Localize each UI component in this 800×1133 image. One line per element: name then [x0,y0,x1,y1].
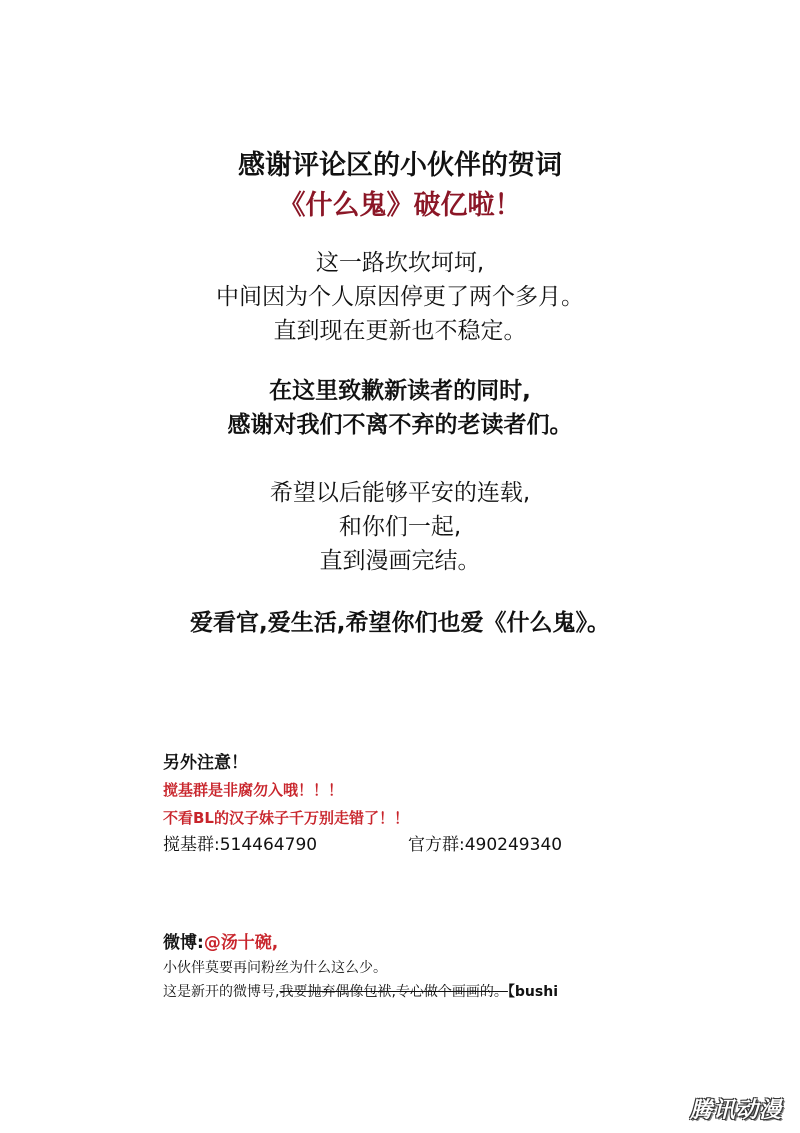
para-3-line-3: 直到漫画完结。 [319,548,481,574]
para-1-line-2: 中间因为个人原因停更了两个多月。 [216,284,584,310]
para-1-line-3: 直到现在更新也不稳定。 [273,318,527,344]
para-2-line-1: 在这里致歉新读者的同时, [269,378,531,404]
para-2-line-2: 感谢对我们不离不弃的老读者们。 [227,412,573,438]
para-1-line-1: 这一路坎坎坷坷, [315,250,485,276]
weibo-heading [163,930,763,956]
watermark-text: 腾讯动漫 [689,1097,782,1123]
para-3-line-2: 和你们一起, [338,514,462,540]
para-4-line-1: 爱看官,爱生活,希望你们也爱《什么鬼》。 [190,610,610,636]
paragraph-4 [0,606,800,640]
notice-section [163,750,763,858]
weibo-line-2-plain: 这是新开的微博号, [163,984,280,1000]
notice-warning-2: 不看BL的汉子妹子千万别走错了！！ [163,809,409,827]
title-line-1: 感谢评论区的小伙伴的贺词 [238,150,562,181]
weibo-line-2-struck: 我要抛弃偶像包袱,专心做个画画的。 [279,984,508,1000]
weibo-label: 微博: [163,933,204,953]
paragraph-3 [0,476,800,578]
group-numbers [163,832,763,858]
notice-heading: 另外注意！ [163,753,248,773]
paragraph-2 [0,374,800,442]
title-line-2: 《什么鬼》破亿啦！ [278,190,522,221]
weibo-line-2-tail: 【bushi [507,984,558,1000]
weibo-section [163,930,763,1004]
notice-warning-1: 搅基群是非腐勿入哦！！！ [163,781,344,799]
weibo-handle: @汤十碗, [203,933,279,953]
group-1-number: 搅基群:514464790 [163,835,318,855]
para-3-line-1: 希望以后能够平安的连载, [269,480,531,506]
weibo-line-1: 小伙伴莫要再问粉丝为什么这么少。 [163,960,387,976]
weibo-line-2 [163,980,763,1004]
tencent-comic-logo [680,1091,792,1125]
paragraph-1 [0,246,800,348]
title-block [0,146,800,226]
group-2-number: 官方群:490249340 [408,835,563,855]
